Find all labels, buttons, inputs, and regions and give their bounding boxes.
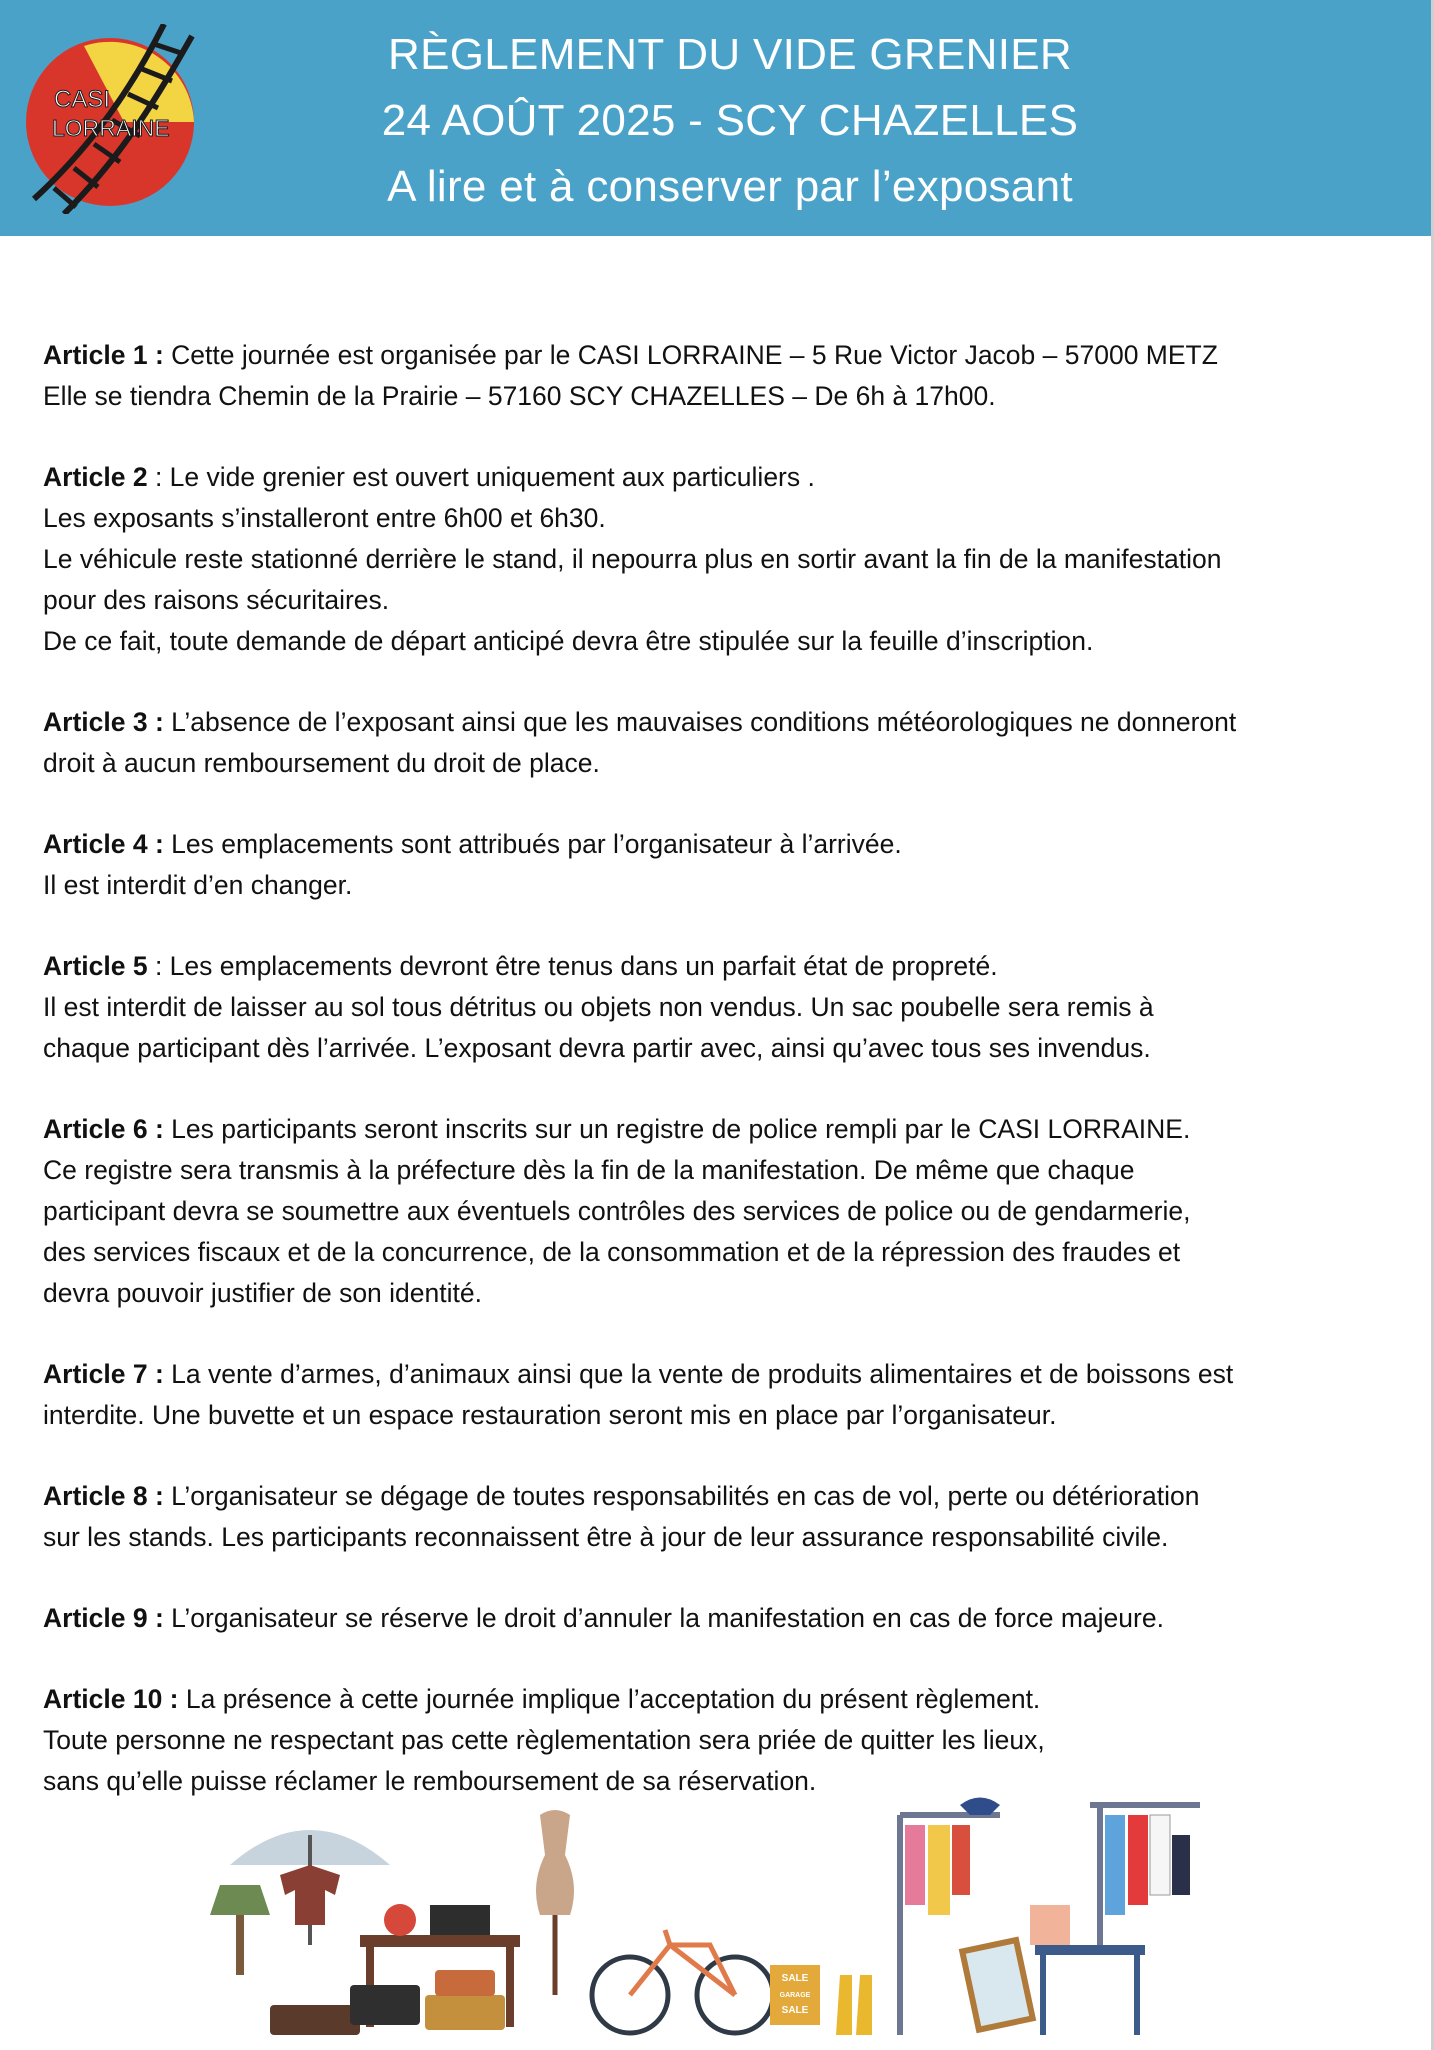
- article-text: Cette journée est organisée par le CASI LORRAINE – 5 Rue Victor Jacob – 57000 METZ: [163, 340, 1218, 370]
- article-text: Ce registre sera transmis à la préfecture dès la fin de la manifestation. De même que chaque: [43, 1155, 1135, 1185]
- article-text: Les exposants s’installeront entre 6h00 et 6h30.: [43, 503, 606, 533]
- document-title: [250, 22, 1210, 220]
- article-7: [43, 1354, 1403, 1436]
- article-10: [43, 1679, 1403, 1802]
- article-text: chaque participant dès l’arrivée. L’exposant devra partir avec, ainsi qu’avec tous ses invendus.: [43, 1033, 1151, 1063]
- title-line-1: RÈGLEMENT DU VIDE GRENIER: [388, 30, 1072, 79]
- logo-text-casi: CASI: [54, 86, 111, 113]
- article-text: Les emplacements sont attribués par l’organisateur à l’arrivée.: [163, 829, 902, 859]
- header-banner: [0, 0, 1434, 236]
- article-label: Article 8 :: [43, 1481, 164, 1511]
- title-line-2: 24 AOÛT 2025 - SCY CHAZELLES: [381, 96, 1079, 145]
- article-text: : Les emplacements devront être tenus dans un parfait état de propreté.: [147, 951, 998, 981]
- article-1: [43, 335, 1403, 417]
- article-2: [43, 457, 1403, 662]
- article-text: Il est interdit d’en changer.: [43, 870, 353, 900]
- article-text: Toute personne ne respectant pas cette règlementation sera priée de quitter les lieux,: [43, 1725, 1045, 1755]
- article-text: interdite. Une buvette et un espace restauration seront mis en place par l’organisateur.: [43, 1400, 1057, 1430]
- article-label: Article 1 :: [43, 340, 164, 370]
- article-label: Article 3 :: [43, 707, 164, 737]
- article-text: La présence à cette journée implique l’acceptation du présent règlement.: [178, 1684, 1041, 1714]
- sale-sign-line-2: GARAGE: [779, 1992, 811, 1999]
- article-text: L’organisateur se dégage de toutes responsabilités en cas de vol, perte ou détérioration: [163, 1481, 1200, 1511]
- article-text: Elle se tiendra Chemin de la Prairie – 57160 SCY CHAZELLES – De 6h à 17h00.: [43, 381, 996, 411]
- sale-sign-line-1: SALE: [781, 1973, 809, 1984]
- article-6: [43, 1109, 1403, 1314]
- article-label: Article 5: [43, 951, 148, 981]
- article-text: De ce fait, toute demande de départ anticipé devra être stipulée sur la feuille d’inscription.: [43, 626, 1094, 656]
- article-3: [43, 702, 1403, 784]
- article-text: sur les stands. Les participants reconnaissent être à jour de leur assurance responsabilité civile.: [43, 1522, 1169, 1552]
- sale-sign-line-3: SALE: [781, 2005, 809, 2016]
- article-text: Le véhicule reste stationné derrière le stand, il nepourra plus en sortir avant la fin de la manifestation: [43, 544, 1222, 574]
- article-text: devra pouvoir justifier de son identité.: [43, 1278, 482, 1308]
- article-text: des services fiscaux et de la concurrence, de la consommation et de la répression des fraudes et: [43, 1237, 1181, 1267]
- article-text: droit à aucun remboursement du droit de place.: [43, 748, 600, 778]
- article-text: L’organisateur se réserve le droit d’annuler la manifestation en cas de force majeure.: [163, 1603, 1164, 1633]
- article-text: Il est interdit de laisser au sol tous détritus ou objets non vendus. Un sac poubelle sera remis à: [43, 992, 1154, 1022]
- article-label: Article 7 :: [43, 1359, 164, 1389]
- article-text: Les participants seront inscrits sur un registre de police rempli par le CASI LORRAINE.: [163, 1114, 1191, 1144]
- article-text: L’absence de l’exposant ainsi que les mauvaises conditions météorologiques ne donneront: [163, 707, 1237, 737]
- regulation-articles: [43, 335, 1403, 1842]
- article-label: Article 6 :: [43, 1114, 164, 1144]
- article-4: [43, 824, 1403, 906]
- article-9: [43, 1598, 1403, 1639]
- article-label: Article 10 :: [43, 1684, 179, 1714]
- article-text: sans qu’elle puisse réclamer le remboursement de sa réservation.: [43, 1766, 817, 1796]
- article-8: [43, 1476, 1403, 1558]
- article-label: Article 2: [43, 462, 148, 492]
- article-text: participant devra se soumettre aux éventuels contrôles des services de police ou de gendarmerie,: [43, 1196, 1191, 1226]
- casi-lorraine-logo: [14, 24, 214, 214]
- article-text: La vente d’armes, d’animaux ainsi que la vente de produits alimentaires et de boissons est: [163, 1359, 1234, 1389]
- title-line-3: A lire et à conserver par l’exposant: [387, 162, 1073, 211]
- article-label: Article 4 :: [43, 829, 164, 859]
- article-text: : Le vide grenier est ouvert uniquement aux particuliers .: [147, 462, 815, 492]
- logo-text-lorraine: LORRAINE: [52, 115, 170, 141]
- garage-sale-illustration: [200, 1795, 1200, 2045]
- article-5: [43, 946, 1403, 1069]
- article-text: pour des raisons sécuritaires.: [43, 585, 390, 615]
- article-label: Article 9 :: [43, 1603, 164, 1633]
